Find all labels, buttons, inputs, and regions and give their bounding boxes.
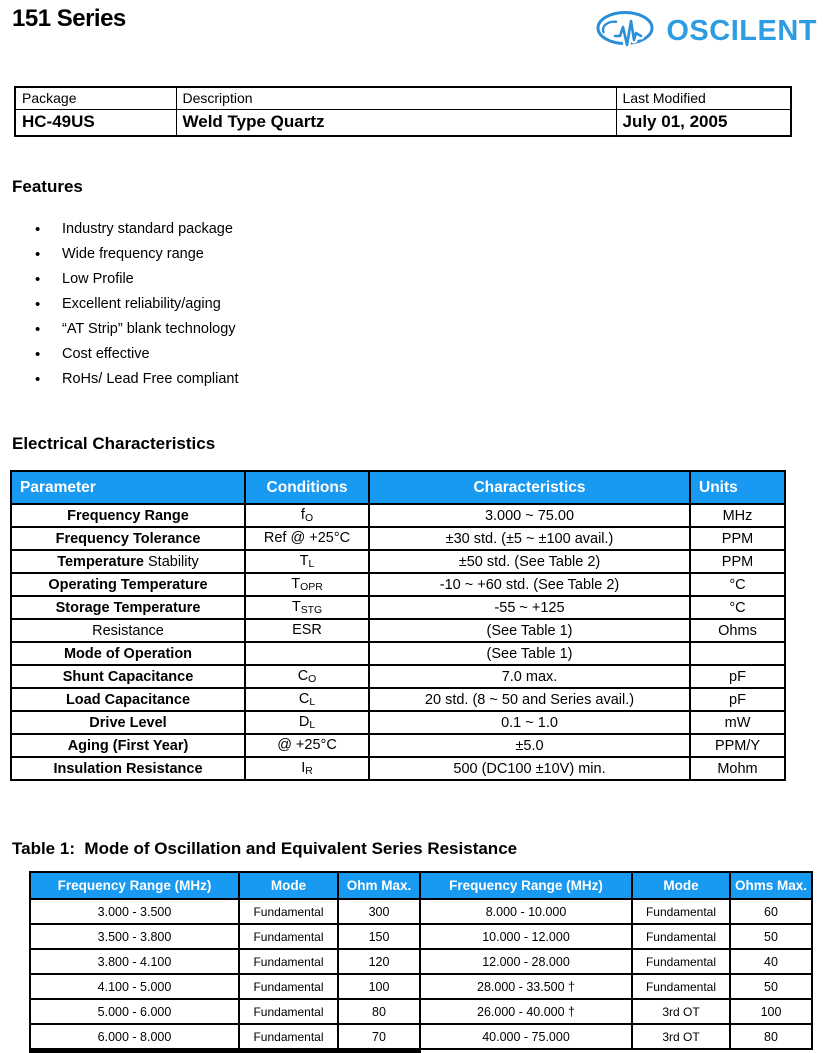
elec-row-load-capacitance — [11, 688, 785, 711]
feature-item: • Cost effective — [12, 342, 831, 367]
elec-characteristic: -55 ~ +125 — [369, 596, 690, 619]
elec-parameter: Drive Level — [11, 711, 245, 734]
t1-mode-2: Fundamental — [632, 949, 730, 974]
elec-col-units: Units — [690, 471, 785, 504]
table1-heading: Table 1: Mode of Oscillation and Equivalent Series Resistance — [12, 839, 518, 858]
table1-row — [30, 899, 812, 924]
table1-col-freq-range-1: Frequency Range (MHz) — [30, 872, 239, 899]
table1-col-ohm-max-1: Ohm Max. — [338, 872, 420, 899]
t1-freq-1: 6.000 - 8.000 — [30, 1024, 239, 1049]
t1-mode-1: Fundamental — [239, 949, 338, 974]
header-bar — [12, 5, 831, 56]
elec-condition: CO — [245, 665, 369, 688]
t1-mode-1: Fundamental — [239, 924, 338, 949]
oscilent-logo — [594, 7, 817, 56]
elec-condition: DL — [245, 711, 369, 734]
elec-parameter: Aging (First Year) — [11, 734, 245, 757]
table1-col-freq-range-2: Frequency Range (MHz) — [420, 872, 632, 899]
t1-freq-2: 26.000 - 40.000 † — [420, 999, 632, 1024]
info-header-package: Package — [15, 87, 176, 109]
t1-freq-2: 10.000 - 12.000 — [420, 924, 632, 949]
t1-mode-2: Fundamental — [632, 924, 730, 949]
elec-parameter: Operating Temperature — [11, 573, 245, 596]
t1-ohm-2: 60 — [730, 899, 812, 924]
elec-condition — [245, 642, 369, 665]
t1-ohm-1: 300 — [338, 899, 420, 924]
elec-unit: mW — [690, 711, 785, 734]
feature-item: • Industry standard package — [12, 217, 831, 242]
t1-ohm-2: 100 — [730, 999, 812, 1024]
elec-unit: PPM/Y — [690, 734, 785, 757]
elec-unit: pF — [690, 665, 785, 688]
elec-parameter: Frequency Range — [11, 504, 245, 527]
t1-freq-2: 40.000 - 75.000 — [420, 1024, 632, 1049]
table1-col-mode-1: Mode — [239, 872, 338, 899]
elec-characteristic: (See Table 1) — [369, 619, 690, 642]
feature-item: • Excellent reliability/aging — [12, 292, 831, 317]
elec-characteristic: 3.000 ~ 75.00 — [369, 504, 690, 527]
t1-ohm-1: 150 — [338, 924, 420, 949]
t1-freq-2: 12.000 - 28.000 — [420, 949, 632, 974]
table1-col-ohms-max-2: Ohms Max. — [730, 872, 812, 899]
elec-header-row — [11, 471, 785, 504]
elec-characteristic: 20 std. (8 ~ 50 and Series avail.) — [369, 688, 690, 711]
elec-condition: fO — [245, 504, 369, 527]
elec-unit: pF — [690, 688, 785, 711]
info-value-description: Weld Type Quartz — [176, 109, 616, 136]
t1-mode-2: Fundamental — [632, 974, 730, 999]
elec-parameter: Mode of Operation — [11, 642, 245, 665]
t1-ohm-2: 80 — [730, 1024, 812, 1049]
elec-condition: ESR — [245, 619, 369, 642]
t1-freq-2: 28.000 - 33.500 † — [420, 974, 632, 999]
elec-unit: PPM — [690, 550, 785, 573]
feature-item: • RoHs/ Lead Free compliant — [12, 367, 831, 392]
t1-mode-1: Fundamental — [239, 1024, 338, 1049]
elec-unit: Ohms — [690, 619, 785, 642]
logo-text: OSCILENT — [666, 15, 817, 47]
feature-item: • Wide frequency range — [12, 242, 831, 267]
t1-mode-1: Fundamental — [239, 899, 338, 924]
electrical-heading: Electrical Characteristics — [12, 434, 216, 453]
t1-ohm-2: 40 — [730, 949, 812, 974]
elec-condition: TOPR — [245, 573, 369, 596]
elec-unit: °C — [690, 596, 785, 619]
t1-ohm-1: 100 — [338, 974, 420, 999]
elec-condition: @ +25°C — [245, 734, 369, 757]
t1-mode-2: Fundamental — [632, 899, 730, 924]
table1-row — [30, 974, 812, 999]
table1-bottom-bar — [29, 1048, 421, 1053]
elec-col-characteristics: Characteristics — [369, 471, 690, 504]
t1-freq-1: 3.800 - 4.100 — [30, 949, 239, 974]
table1-row — [30, 949, 812, 974]
info-header-description: Description — [176, 87, 616, 109]
elec-characteristic: 0.1 ~ 1.0 — [369, 711, 690, 734]
elec-row-shunt-capacitance — [11, 665, 785, 688]
info-header-row — [15, 87, 791, 109]
t1-mode-1: Fundamental — [239, 974, 338, 999]
t1-ohm-1: 120 — [338, 949, 420, 974]
table1-row — [30, 999, 812, 1024]
elec-unit: MHz — [690, 504, 785, 527]
t1-mode-2: 3rd OT — [632, 999, 730, 1024]
elec-characteristic: 500 (DC100 ±10V) min. — [369, 757, 690, 780]
elec-unit — [690, 642, 785, 665]
elec-parameter: Storage Temperature — [11, 596, 245, 619]
table1-row — [30, 1024, 812, 1049]
elec-characteristic: -10 ~ +60 std. (See Table 2) — [369, 573, 690, 596]
elec-characteristic: (See Table 1) — [369, 642, 690, 665]
t1-ohm-1: 80 — [338, 999, 420, 1024]
package-info-table — [14, 86, 792, 137]
elec-unit: °C — [690, 573, 785, 596]
elec-condition: CL — [245, 688, 369, 711]
elec-row-mode-of-operation — [11, 642, 785, 665]
elec-characteristic: ±30 std. (±5 ~ ±100 avail.) — [369, 527, 690, 550]
table1-col-mode-2: Mode — [632, 872, 730, 899]
elec-condition: TL — [245, 550, 369, 573]
elec-parameter: Insulation Resistance — [11, 757, 245, 780]
elec-unit: Mohm — [690, 757, 785, 780]
feature-item: • “AT Strip” blank technology — [12, 317, 831, 342]
elec-characteristic: 7.0 max. — [369, 665, 690, 688]
table1-header-row — [30, 872, 812, 899]
elec-row-resistance — [11, 619, 785, 642]
electrical-characteristics-table — [10, 470, 786, 781]
t1-ohm-2: 50 — [730, 924, 812, 949]
elec-row-aging — [11, 734, 785, 757]
elec-parameter: Frequency Tolerance — [11, 527, 245, 550]
elec-characteristic: ±5.0 — [369, 734, 690, 757]
elec-unit: PPM — [690, 527, 785, 550]
page-title: 151 Series — [12, 5, 126, 32]
t1-freq-1: 3.000 - 3.500 — [30, 899, 239, 924]
elec-parameter: Resistance — [11, 619, 245, 642]
table1-resistance-table — [29, 871, 813, 1050]
elec-condition: IR — [245, 757, 369, 780]
elec-row-operating-temperature — [11, 573, 785, 596]
elec-row-frequency-tolerance — [11, 527, 785, 550]
feature-item: • Low Profile — [12, 267, 831, 292]
elec-condition: Ref @ +25°C — [245, 527, 369, 550]
info-value-package: HC-49US — [15, 109, 176, 136]
elec-row-insulation-resistance — [11, 757, 785, 780]
elec-col-parameter: Parameter — [11, 471, 245, 504]
info-value-row — [15, 109, 791, 136]
elec-col-conditions: Conditions — [245, 471, 369, 504]
elec-condition: TSTG — [245, 596, 369, 619]
t1-ohm-2: 50 — [730, 974, 812, 999]
t1-ohm-1: 70 — [338, 1024, 420, 1049]
t1-freq-2: 8.000 - 10.000 — [420, 899, 632, 924]
elec-row-storage-temperature — [11, 596, 785, 619]
t1-freq-1: 4.100 - 5.000 — [30, 974, 239, 999]
features-heading: Features — [12, 177, 83, 196]
t1-freq-1: 3.500 - 3.800 — [30, 924, 239, 949]
elec-characteristic: ±50 std. (See Table 2) — [369, 550, 690, 573]
elec-row-drive-level — [11, 711, 785, 734]
table1-row — [30, 924, 812, 949]
elec-parameter: Temperature Stability — [11, 550, 245, 573]
features-list — [12, 217, 831, 392]
info-value-last-modified: July 01, 2005 — [616, 109, 791, 136]
elec-parameter: Shunt Capacitance — [11, 665, 245, 688]
elec-row-temperature-stability — [11, 550, 785, 573]
t1-mode-1: Fundamental — [239, 999, 338, 1024]
info-header-last-modified: Last Modified — [616, 87, 791, 109]
t1-mode-2: 3rd OT — [632, 1024, 730, 1049]
swirl-pulse-icon — [594, 7, 662, 56]
elec-row-frequency-range — [11, 504, 785, 527]
t1-freq-1: 5.000 - 6.000 — [30, 999, 239, 1024]
elec-parameter: Load Capacitance — [11, 688, 245, 711]
